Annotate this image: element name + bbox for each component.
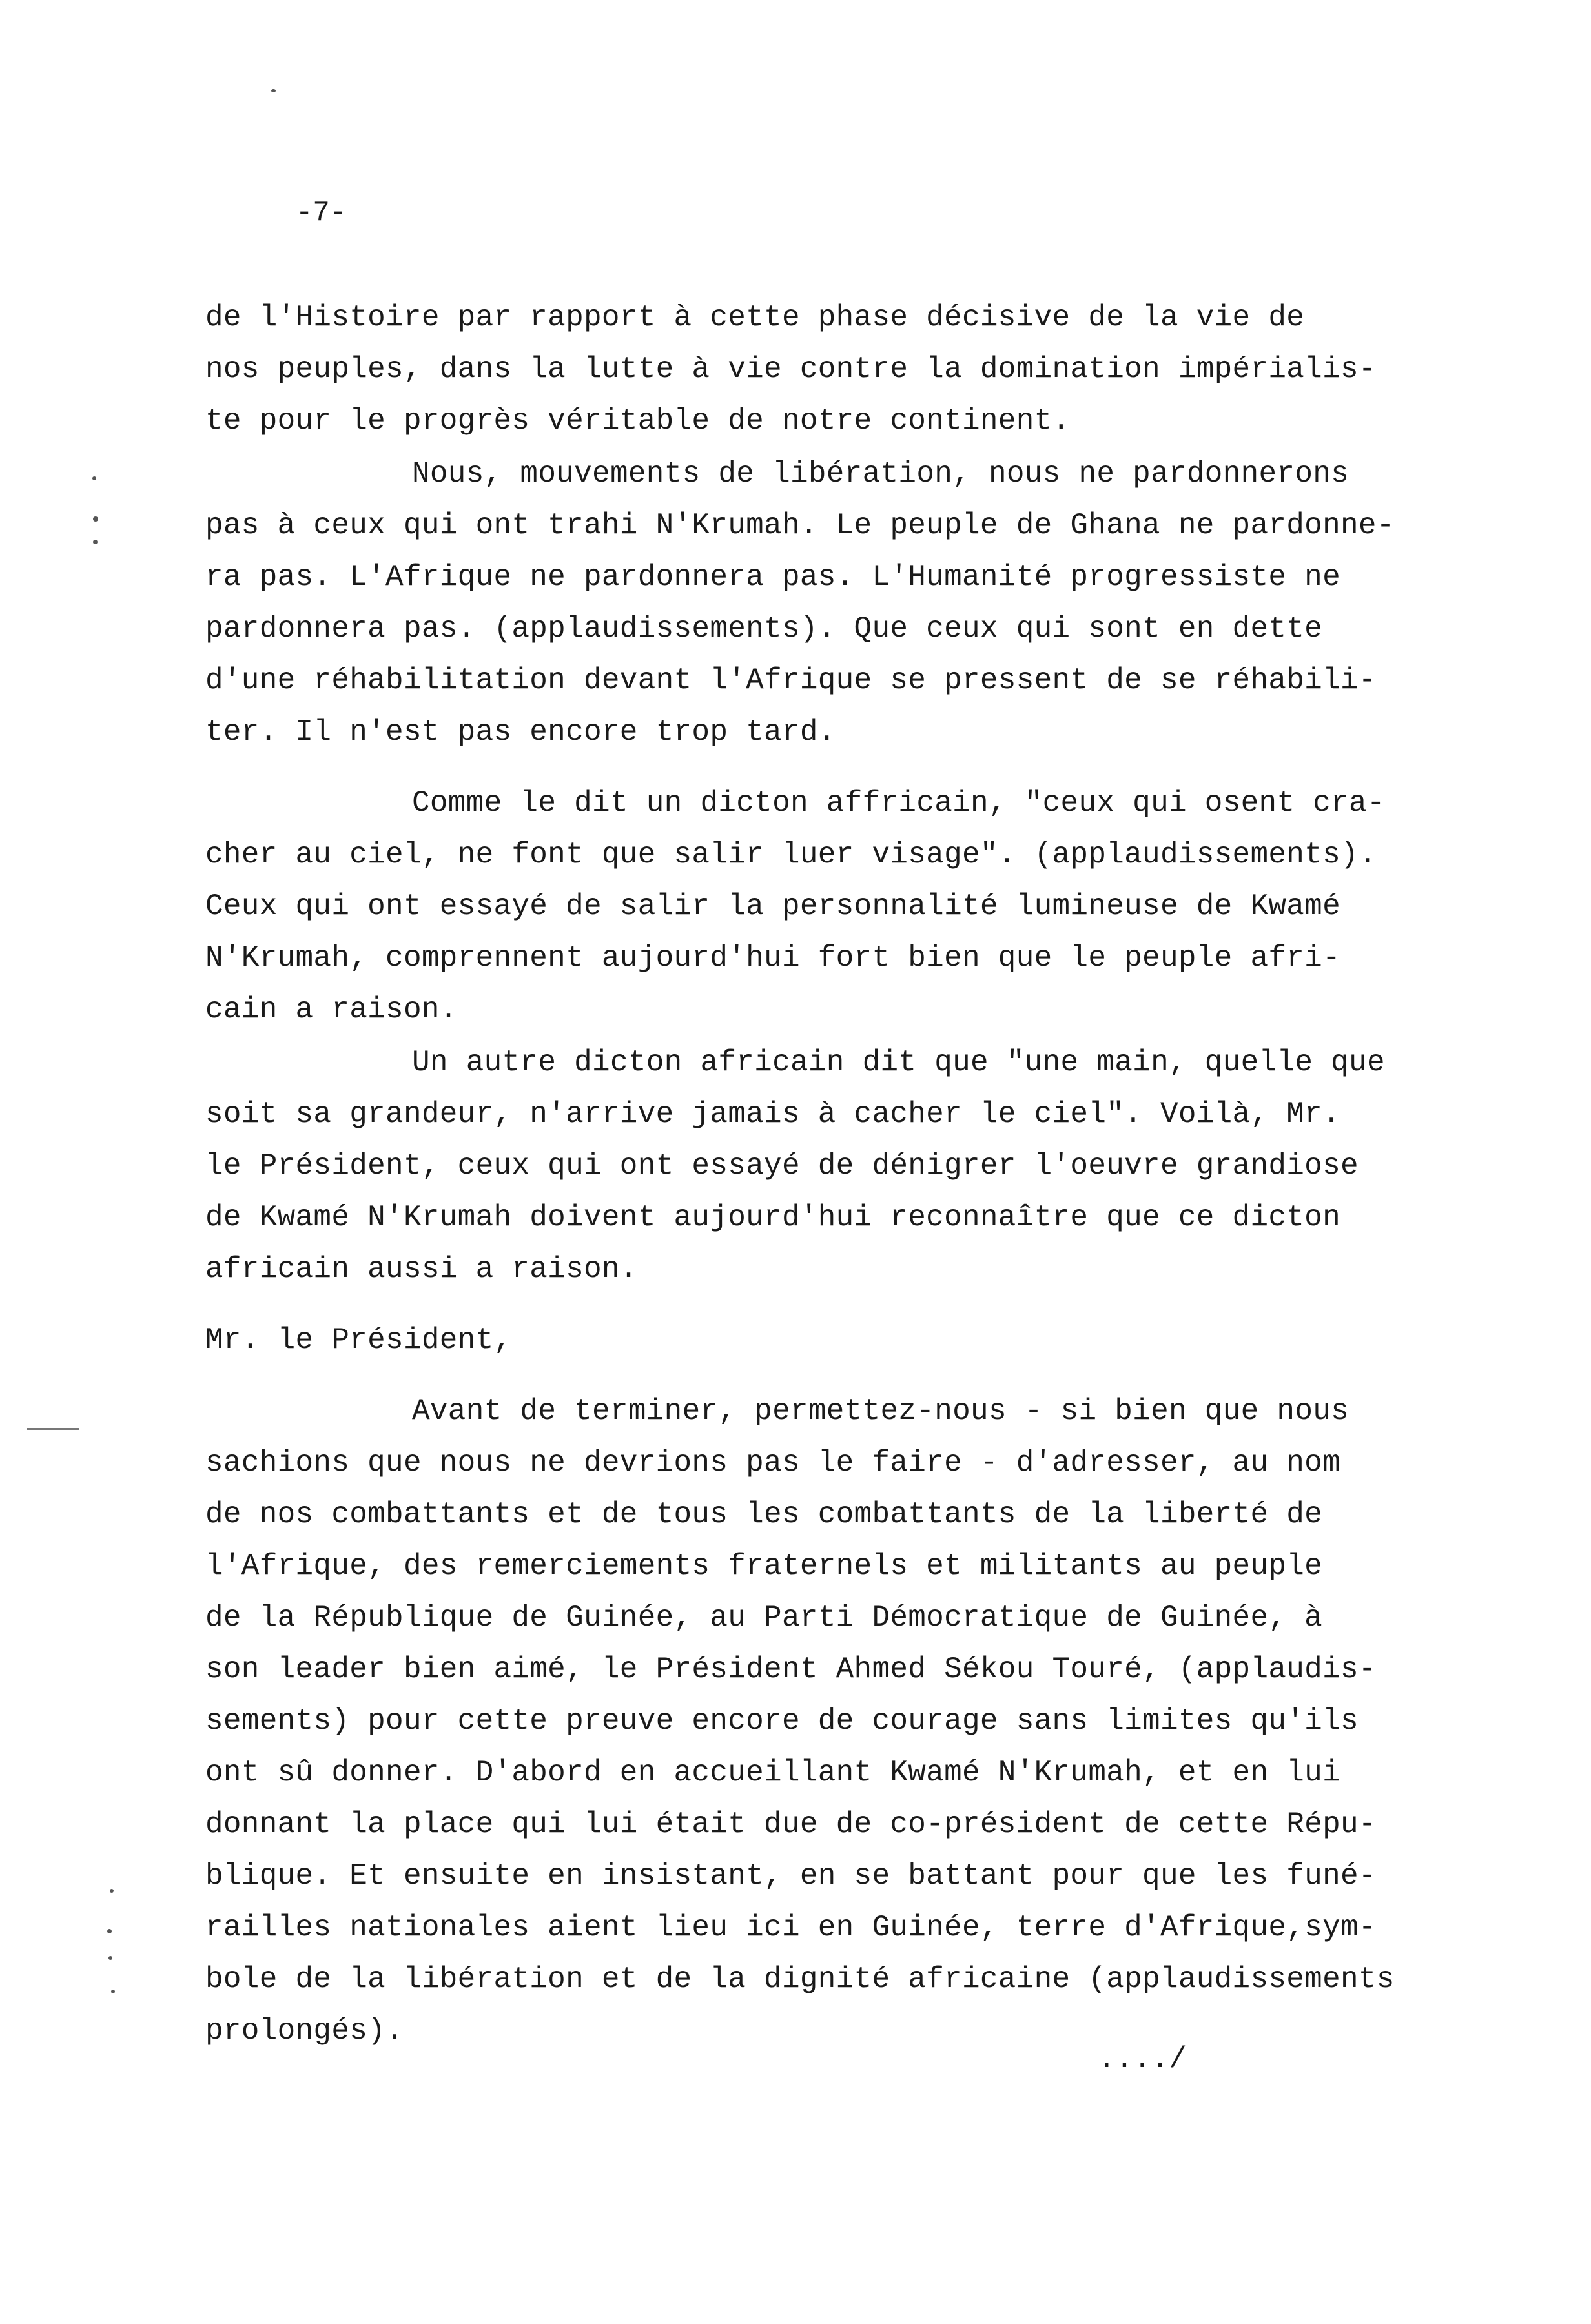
margin-mark [107, 1929, 112, 1933]
margin-mark [111, 1990, 115, 1993]
text-line: sachions que nous ne devrions pas le faire - d'adresser, au nom [205, 1446, 1340, 1480]
text-line: sements) pour cette preuve encore de courage sans limites qu'ils [205, 1704, 1359, 1738]
text-line: le Président, ceux qui ont essayé de dénigrer l'oeuvre grandiose [205, 1149, 1359, 1183]
continuation-mark: ..../ [1098, 2043, 1187, 2076]
text-line: de la République de Guinée, au Parti Démocratique de Guinée, à [205, 1601, 1323, 1635]
text-line: l'Afrique, des remerciements fraternels et militants au peuple [205, 1549, 1323, 1583]
text-line: blique. Et ensuite en insistant, en se battant pour que les funé- [205, 1859, 1377, 1893]
text-line: de Kwamé N'Krumah doivent aujourd'hui reconnaître que ce dicton [205, 1201, 1340, 1234]
text-line: te pour le progrès véritable de notre continent. [205, 404, 1071, 438]
text-line: bole de la libération et de la dignité africaine (applaudissements [205, 1962, 1395, 1996]
margin-mark [110, 1889, 114, 1893]
text-line: soit sa grandeur, n'arrive jamais à cacher le ciel". Voilà, Mr. [205, 1097, 1340, 1131]
text-line: cher au ciel, ne font que salir luer visage". (applaudissements). [205, 838, 1377, 872]
text-line: ont sû donner. D'abord en accueillant Kwamé N'Krumah, et en lui [205, 1756, 1340, 1789]
text-line: prolongés). [205, 2014, 404, 2048]
margin-mark [108, 1956, 112, 1960]
text-line: son leader bien aimé, le Président Ahmed Sékou Touré, (applaudis- [205, 1653, 1377, 1686]
page-number: -7- [296, 197, 347, 229]
paragraph-start-line: Avant de terminer, permettez-nous - si bien que nous [412, 1394, 1350, 1428]
text-line: ra pas. L'Afrique ne pardonnera pas. L'Humanité progressiste ne [205, 560, 1340, 594]
text-line: d'une réhabilitation devant l'Afrique se pressent de se réhabili- [205, 664, 1377, 697]
text-line: de l'Histoire par rapport à cette phase décisive de la vie de [205, 301, 1305, 334]
text-line: pas à ceux qui ont trahi N'Krumah. Le peuple de Ghana ne pardonne- [205, 509, 1395, 542]
text-line: de nos combattants et de tous les combattants de la liberté de [205, 1498, 1323, 1531]
margin-mark [93, 540, 98, 544]
text-line: Ceux qui ont essayé de salir la personnalité lumineuse de Kwamé [205, 890, 1340, 923]
text-line: ter. Il n'est pas encore trop tard. [205, 715, 836, 749]
text-line: donnant la place qui lui était due de co-président de cette Répu- [205, 1808, 1377, 1841]
paragraph-start-line: Nous, mouvements de libération, nous ne pardonnerons [412, 457, 1350, 491]
paragraph-start-line: Comme le dit un dicton affricain, "ceux qui osent cra- [412, 786, 1385, 820]
text-line: pardonnera pas. (applaudissements). Que ceux qui sont en dette [205, 612, 1323, 646]
text-line: N'Krumah, comprennent aujourd'hui fort bien que le peuple afri- [205, 941, 1340, 975]
text-line: cain a raison. [205, 993, 458, 1026]
text-line: railles nationales aient lieu ici en Guinée, terre d'Afrique,sym- [205, 1911, 1377, 1944]
margin-mark [27, 1428, 79, 1430]
margin-mark [271, 89, 276, 92]
text-line: africain aussi a raison. [205, 1252, 638, 1286]
salutation-line: Mr. le Président, [205, 1323, 512, 1357]
text-line: nos peuples, dans la lutte à vie contre la domination impérialis- [205, 352, 1377, 386]
margin-mark [92, 476, 96, 480]
margin-mark [93, 516, 98, 522]
paragraph-start-line: Un autre dicton africain dit que "une main, quelle que [412, 1046, 1385, 1079]
